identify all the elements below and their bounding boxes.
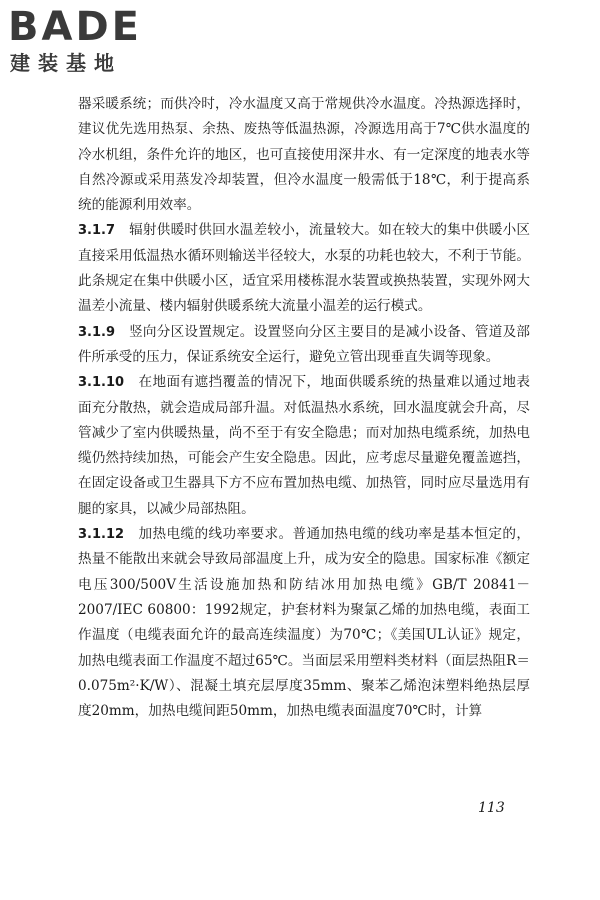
clause-number: 3.1.10 [78, 375, 125, 391]
clause-3-1-10 [78, 370, 530, 522]
clause-text: 加热电缆的线功率要求。普通加热电缆的线功率是基本恒定的，热量不能散出来就会导致局部温度上升，成为安全的隐患。国家标准《额定电压300/500V生活设施加热和防结冰用加热电缆》GB/T 20841－2007/IEC 60800：1992规定，护套材料为聚氯乙烯的加热电缆，表面工作温度（电缆表面允许的最高连续温度）为70℃；《美国UL认证》规定，加热电缆表面工作温度不超过65℃。当面层采用塑料类材料（面层热阻R＝0.075m²·K/W）、混凝土填充层厚度35mm、聚苯乙烯泡沫塑料绝热层厚度20mm，加热电缆间距50mm，加热电缆表面温度70℃时，计算 [78, 526, 531, 720]
clause-number: 3.1.12 [78, 527, 125, 543]
paragraph-text: 器采暖系统；而供冷时，冷水温度又高于常规供冷水温度。冷热源选择时，建议优先选用热泵、余热、废热等低温热源，冷源选用高于7℃供水温度的冷水机组，条件允许的地区，也可直接使用深井水、有一定深度的地表水等自然冷源或采用蒸发冷却装置，但冷水温度一般需低于18℃，利于提高系统的能源利用效率。 [78, 96, 530, 214]
clause-3-1-7 [78, 218, 530, 319]
clause-number: 3.1.9 [78, 324, 116, 340]
publisher-logo [8, 4, 178, 86]
clause-text: 辐射供暖时供回水温差较小，流量较大。如在较大的集中供暖小区直接采用低温热水循环则输送半径较大，水泵的功耗也较大，不利于节能。此条规定在集中供暖小区，适宜采用楼栋混水装置或换热装置，实现外网大温差小流量、楼内辐射供暖系统大流量小温差的运行模式。 [78, 222, 531, 315]
page-number: 113 [478, 800, 505, 816]
logo-wordmark: BADE [8, 4, 142, 50]
clause-3-1-9 [78, 320, 530, 371]
clause-number: 3.1.7 [78, 223, 116, 239]
logo-subtitle: 建装基地 [10, 51, 122, 75]
clause-3-1-12 [78, 522, 530, 724]
clause-text: 在地面有遮挡覆盖的情况下，地面供暖系统的热量难以通过地表面充分散热，就会造成局部升温。对低温热水系统，回水温度就会升高，尽管减少了室内供暖热量，尚不至于有安全隐患；而对加热电缆系统，加热电缆仍然持续加热，可能会产生安全隐患。因此，应考虑尽量避免覆盖遮挡，在固定设备或卫生器具下方不应布置加热电缆、加热管，同时应尽量选用有腿的家具，以减少局部热阻。 [78, 374, 531, 517]
clause-text: 竖向分区设置规定。设置竖向分区主要目的是减小设备、管道及部件所承受的压力，保证系统安全运行，避免立管出现垂直失调等现象。 [78, 323, 531, 365]
paragraph-continuation [78, 92, 530, 218]
body-text [78, 92, 530, 724]
